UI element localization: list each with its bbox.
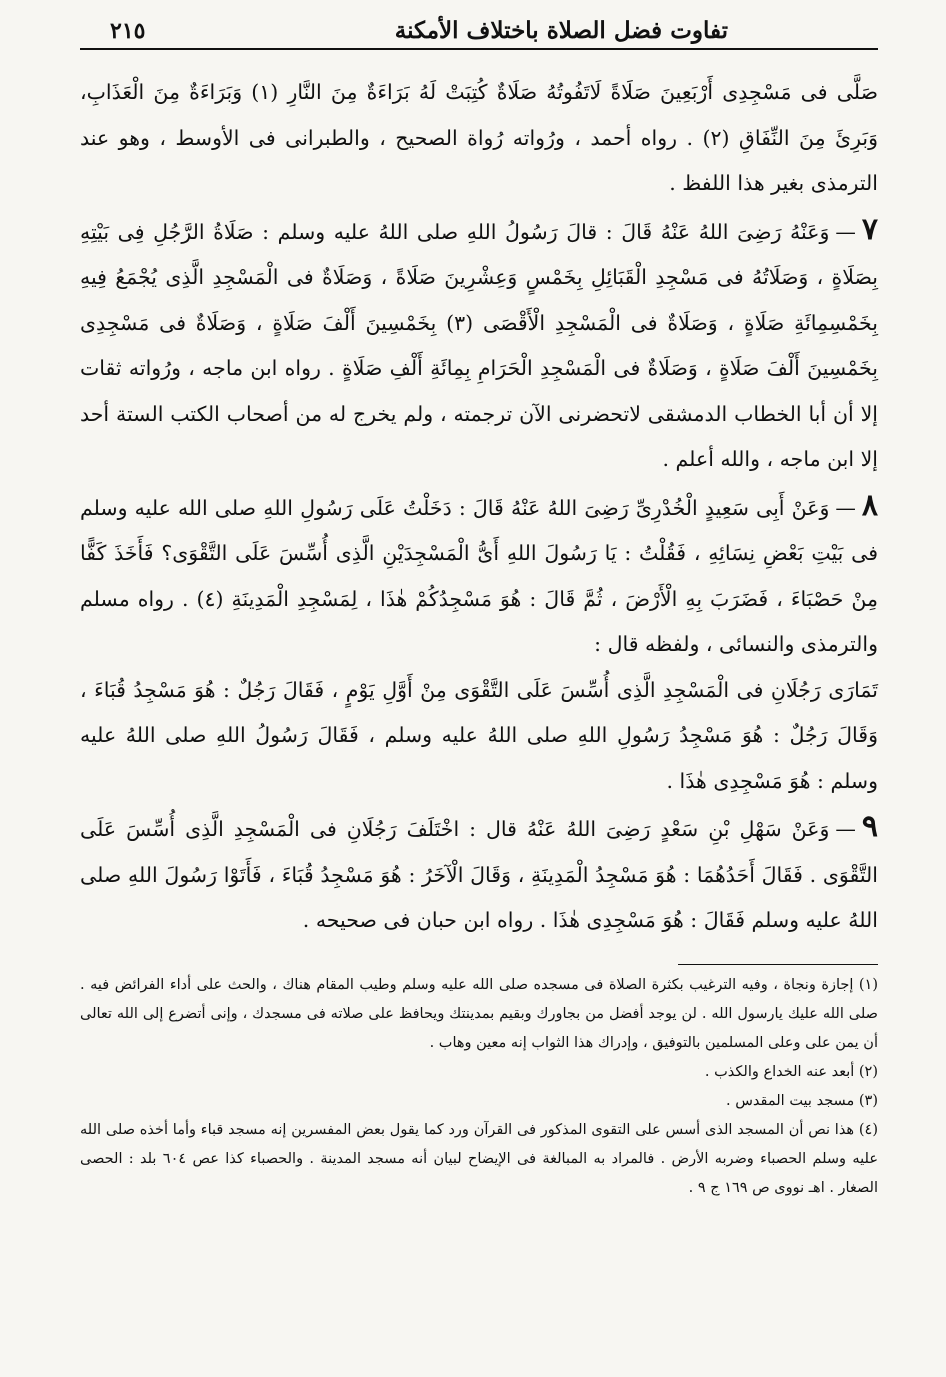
main-text bbox=[80, 70, 878, 944]
footnotes bbox=[80, 971, 878, 1203]
hadith-number-9: ٩ bbox=[861, 809, 878, 844]
dash-8: — bbox=[835, 495, 856, 520]
hadith-8 bbox=[80, 483, 878, 668]
hadith-7 bbox=[80, 207, 878, 483]
hadith-8-variant: تَمَارَى رَجُلَانِ فى الْمَسْجِدِ الَّذِى أُسِّسَ عَلَى التَّقْوَى مِنْ أَوَّلِ يَوْمٍ ، فَقَالَ رَجُلٌ : هُوَ مَسْجِدُ قُبَاءَ ، وَقَالَ رَجُلٌ : هُوَ مَسْجِدُ رَسُولِ اللهِ صلى اللهُ عليه وسلم ، فَقَالَ رَسُولُ اللهِ صلى اللهُ عليه وسلم : هُوَ مَسْجِدِى هٰذَا . bbox=[80, 677, 878, 793]
hadith-9 bbox=[80, 804, 878, 944]
running-head: تفاوت فضل الصلاة باختلاف الأمكنة bbox=[394, 17, 728, 44]
paragraph-continuation: صَلَّى فى مَسْجِدِى أَرْبَعِينَ صَلَاةً لَاتَفُوتُهُ صَلَاةٌ كُتِبَتْ لَهُ بَرَاءَةٌ مِنَ النَّارِ (١) وَبَرَاءَةٌ مِنَ الْعَذَابِ، وَبَرِئَ مِنَ النِّفَاقِ (٢) . رواه أحمد ، ورُواته رُواة الصحيح ، والطبرانى فى الأوسط ، وهو عند الترمذى بغير هذا اللفظ . bbox=[80, 80, 879, 195]
footnote-3: (٣) مسجد بيت المقدس . bbox=[726, 1092, 878, 1109]
footnote-1: (١) إجازة ونجاة ، وفيه الترغيب بكثرة الصلاة فى مسجده صلى الله عليه وسلم وطيب المقام هناك ، والحث على أداء الفرائض فيه . صلى الله عليك يارسول الله . لن يوجد أفضل من بجاورك وبقيم بمدينتك ويحافظ على صلاته فى مسجدك ، وإنى أتضرع إلى الله تعالى أن يمن على وعلى المسلمين بالتوفيق ، وإدراك هذا الثواب إنه معين وهاب . bbox=[80, 976, 878, 1051]
hadith-9-text: وَعَنْ سَهْلِ بْنِ سَعْدٍ رَضِىَ اللهُ عَنْهُ قال : اخْتَلَفَ رَجُلَانِ فى الْمَسْجِدِ الَّذِى أُسِّسَ عَلَى التَّقْوَى . فَقَالَ أَحَدُهُمَا : هُوَ مَسْجِدُ الْمَدِينَةِ ، وَقَالَ الْآخَرُ : هُوَ مَسْجِدُ قُبَاءَ ، فَأَتَوْا رَسُولَ اللهِ صلى اللهُ عليه وسلم فَقَالَ : هُوَ مَسْجِدِى هٰذَا . رواه ابن حبان فى صحيحه . bbox=[80, 817, 878, 932]
book-page bbox=[0, 4, 946, 1377]
dash-7: — bbox=[835, 219, 856, 244]
hadith-8-text: وَعَنْ أَبِى سَعِيدٍ الْخُدْرِىِّ رَضِىَ اللهُ عَنْهُ قَالَ : دَخَلْتُ عَلَى رَسُولِ اللهِ صلى الله عليه وسلم فى بَيْتِ بَعْضِ نِسَائِهِ ، فَقُلْتُ : يَا رَسُولَ اللهِ أَىُّ الْمَسْجِدَيْنِ الَّذِى أُسِّسَ عَلَى التَّقْوَى؟ فَأَخَذَ كَفًّا مِنْ حَصْبَاءَ ، فَضَرَبَ بِهِ الْأَرْضَ ، ثُمَّ قَالَ : هُوَ مَسْجِدُكُمْ هٰذَا ، لِمَسْجِدِ الْمَدِينَةِ (٤) . رواه مسلم والترمذى والنسائى ، ولفظه قال : bbox=[80, 495, 879, 656]
footnote-2: (٢) أبعد عنه الخداع والكذب . bbox=[704, 1063, 878, 1080]
hadith-7-text: وَعَنْهُ رَضِىَ اللهُ عَنْهُ قَالَ : قالَ رَسُولُ اللهِ صلى اللهُ عليه وسلم : صَلَاةُ الرَّجُلِ فِى بَيْتِهِ بِصَلَاةٍ ، وَصَلَاتُهُ فى مَسْجِدِ الْقَبَائِلِ بِخَمْسٍ وَعِشْرِينَ صَلَاةً ، وَصَلَاةٌ فى الْمَسْجِدِ الَّذِى يُجْمَعُ فِيهِ بِخَمْسِمِائَةِ صَلَاةٍ ، وَصَلَاةٌ فى الْمَسْجِدِ الْأَقْصَى (٣) بِخَمْسِينَ أَلْفَ صَلَاةٍ ، وَصَلَاةٌ فى مَسْجِدِى بِخَمْسِينَ أَلْفَ صَلَاةٍ ، وَصَلَاةٌ فى الْمَسْجِدِ الْحَرَامِ بِمِائَةِ أَلْفِ صَلَاةٍ . رواه ابن ماجه ، ورُواته ثقات إلا أن أبا الخطاب الدمشقى لاتحضرنى الآن ترجمته ، ولم يخرج له من أصحاب الكتب الستة أحد إلا ابن ماجه ، والله أعلم . bbox=[80, 219, 878, 471]
footnote-divider bbox=[678, 964, 878, 965]
page-number: ٢١٥ bbox=[110, 18, 146, 44]
footnote-4: (٤) هذا نص أن المسجد الذى أسس على التقوى المذكور فى القرآن ورد كما يقول بعض المفسرين إنه مسجد قباء وأما أخذه صلى الله عليه وسلم الحصباء وضربه الأرض . فالمراد به المبالغة فى الإيضاح لبيان أنه مسجد المدينة . والحصباء كذا عص ٦٠٤ بلد : الحصى الصغار . اهـ نووى ص ١٦٩ ج ٩ . bbox=[80, 1121, 878, 1196]
hadith-number-8: ٨ bbox=[861, 487, 878, 523]
hadith-number-7: ٧ bbox=[861, 211, 878, 247]
dash-9: — bbox=[835, 817, 856, 841]
page-header bbox=[80, 4, 878, 50]
